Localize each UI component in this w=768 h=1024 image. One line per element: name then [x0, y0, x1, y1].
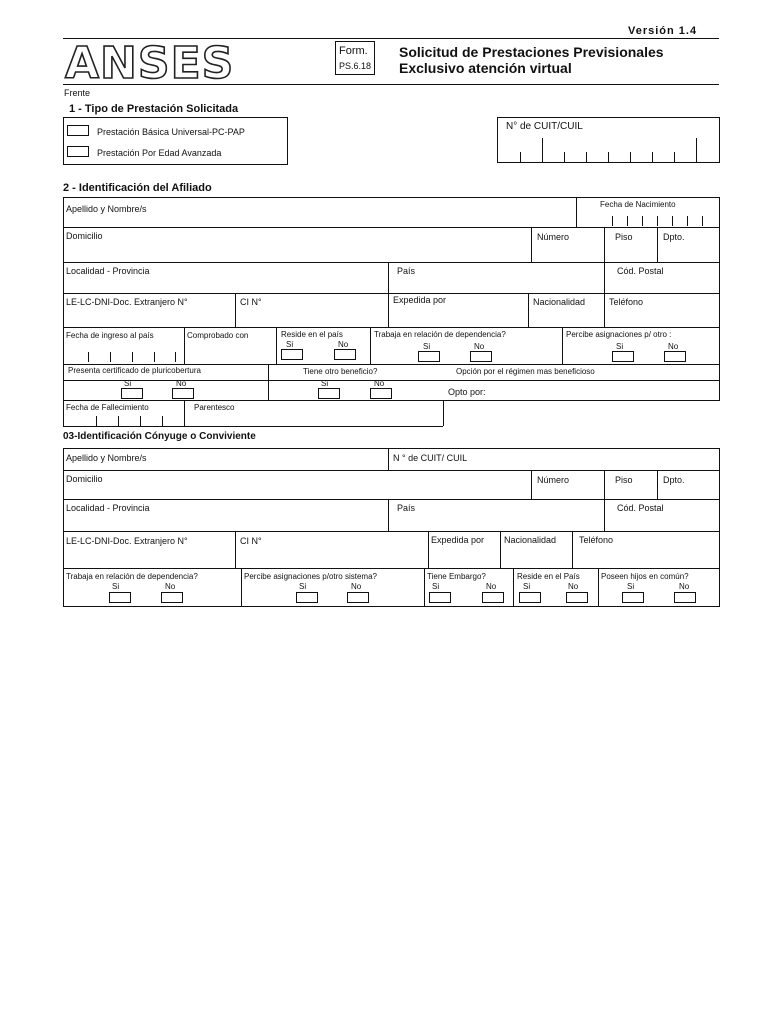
spouse-children-no-label: No: [679, 582, 690, 591]
form-label: Form.: [339, 45, 368, 57]
spouse-allowances-label: Percibe asignaciones p/otro sistema?: [244, 572, 377, 581]
spouse-address-label: Domicilio: [66, 474, 103, 484]
form-code-box: [335, 41, 375, 75]
resides-no-checkbox[interactable]: [334, 349, 356, 360]
employed-si-checkbox[interactable]: [418, 351, 440, 362]
form-title-line1: Solicitud de Prestaciones Previsionales: [399, 44, 664, 60]
pluri-si-checkbox[interactable]: [121, 388, 143, 399]
ci-label: CI N°: [240, 297, 262, 307]
spouse-resides-no-checkbox[interactable]: [566, 592, 588, 603]
benefit-type-box: [63, 117, 288, 165]
logo-text: ANSES: [65, 40, 235, 84]
cuit-box[interactable]: [497, 117, 720, 163]
section3-title: 03-Identificación Cónyuge o Conviviente: [63, 431, 256, 442]
spouse-name-label: Apellido y Nombre/s: [66, 453, 147, 463]
employed-label: Trabaja en relación de dependencia?: [374, 330, 506, 339]
spouse-employed-no-label: No: [165, 582, 176, 591]
option-edad-label: Prestación Por Edad Avanzada: [97, 148, 222, 158]
death-date-label: Fecha de Fallecimiento: [66, 403, 149, 412]
spouse-country-label: País: [397, 503, 416, 513]
section2-title: 2 - Identificación del Afiliado: [63, 182, 212, 194]
spouse-embargo-si-label: Si: [432, 582, 440, 591]
address-label: Domicilio: [66, 231, 103, 241]
other-benefit-no-label: No: [374, 379, 385, 388]
opted-for-label: Opto por:: [448, 387, 486, 397]
other-benefit-label: Tiene otro beneficio?: [303, 367, 378, 376]
nationality-label: Nacionalidad: [533, 297, 586, 307]
spouse-allowances-no-label: No: [351, 582, 362, 591]
postal-code-label: Cód. Postal: [617, 266, 664, 276]
other-benefit-si-label: Si: [321, 379, 329, 388]
spouse-children-label: Poseen hijos en común?: [601, 572, 689, 581]
spouse-employed-si-label: Si: [112, 582, 120, 591]
other-benefit-no-checkbox[interactable]: [370, 388, 392, 399]
spouse-allowances-si-label: Si: [299, 582, 307, 591]
form-code: PS.6.18: [339, 61, 372, 71]
issued-by-label: Expedida por: [393, 295, 447, 305]
allowances-si-checkbox[interactable]: [612, 351, 634, 362]
phone-label: Teléfono: [609, 297, 644, 307]
spouse-resides-no-label: No: [568, 582, 579, 591]
spouse-cuit-label: N ° de CUIT/ CUIL: [393, 453, 468, 463]
spouse-apartment-label: Dpto.: [663, 475, 685, 485]
spouse-phone-label: Teléfono: [579, 535, 614, 545]
option-edad-checkbox[interactable]: [67, 146, 89, 157]
allowances-no-checkbox[interactable]: [664, 351, 686, 362]
spouse-children-si-label: Si: [627, 582, 635, 591]
spouse-allowances-no-checkbox[interactable]: [347, 592, 369, 603]
street-number-label: Número: [537, 232, 570, 242]
employed-si-label: Si: [423, 342, 431, 351]
anses-logo: [63, 40, 253, 89]
spouse-embargo-label: Tiene Embargo?: [427, 572, 486, 581]
spouse-resides-si-checkbox[interactable]: [519, 592, 541, 603]
resides-no-label: No: [338, 340, 349, 349]
employed-no-checkbox[interactable]: [470, 351, 492, 362]
spouse-document-label: LE-LC-DNI-Doc. Extranjero N°: [66, 536, 188, 546]
spouse-nationality-label: Nacionalidad: [504, 535, 557, 545]
spouse-children-no-checkbox[interactable]: [674, 592, 696, 603]
employed-no-label: No: [474, 342, 485, 351]
country-label: País: [397, 266, 416, 276]
affiliate-name-label: Apellido y Nombre/s: [66, 204, 147, 214]
pluri-si-label: Si: [124, 379, 132, 388]
proven-with-label: Comprobado con: [187, 331, 249, 340]
pluri-no-label: No: [176, 379, 187, 388]
best-regime-label: Opción por el régimen mas beneficioso: [456, 367, 595, 376]
side-label: Frente: [64, 88, 91, 98]
spouse-children-si-checkbox[interactable]: [622, 592, 644, 603]
allowances-no-label: No: [668, 342, 679, 351]
resides-si-checkbox[interactable]: [281, 349, 303, 360]
spouse-floor-label: Piso: [615, 475, 633, 485]
locality-label: Localidad - Provincia: [66, 266, 150, 276]
spouse-employed-si-checkbox[interactable]: [109, 592, 131, 603]
resides-si-label: Si: [286, 340, 294, 349]
document-label: LE-LC-DNI-Doc. Extranjero N°: [66, 297, 188, 307]
version-label: Versión 1.4: [628, 25, 698, 37]
spouse-allowances-si-checkbox[interactable]: [296, 592, 318, 603]
cuit-label: N° de CUIT/CUIL: [506, 121, 583, 132]
spouse-ci-label: CI N°: [240, 536, 262, 546]
spouse-locality-label: Localidad - Provincia: [66, 503, 150, 513]
relationship-label: Parentesco: [194, 403, 235, 412]
spouse-embargo-no-checkbox[interactable]: [482, 592, 504, 603]
spouse-number-label: Número: [537, 475, 570, 485]
birthdate-label: Fecha de Nacimiento: [600, 200, 676, 209]
pluri-no-checkbox[interactable]: [172, 388, 194, 399]
section1-title: 1 - Tipo de Prestación Solicitada: [69, 103, 239, 115]
spouse-employed-label: Trabaja en relación de dependencia?: [66, 572, 198, 581]
spouse-embargo-no-label: No: [486, 582, 497, 591]
option-pbu-label: Prestación Básica Universal-PC-PAP: [97, 127, 245, 137]
resides-label: Reside en el país: [281, 330, 343, 339]
spouse-issued-by-label: Expedida por: [431, 535, 485, 545]
spouse-resides-label: Reside en el País: [517, 572, 580, 581]
entry-date-label: Fecha de ingreso al país: [66, 331, 154, 340]
other-benefit-si-checkbox[interactable]: [318, 388, 340, 399]
floor-label: Piso: [615, 232, 633, 242]
form-title-line2: Exclusivo atención virtual: [399, 60, 572, 76]
spouse-postal-code-label: Cód. Postal: [617, 503, 664, 513]
allowances-label: Percibe asignaciones p/ otro :: [566, 330, 672, 339]
allowances-si-label: Si: [616, 342, 624, 351]
option-pbu-checkbox[interactable]: [67, 125, 89, 136]
spouse-embargo-si-checkbox[interactable]: [429, 592, 451, 603]
spouse-employed-no-checkbox[interactable]: [161, 592, 183, 603]
pluricoverage-label: Presenta certificado de pluricobertura: [68, 366, 201, 375]
spouse-resides-si-label: Si: [523, 582, 531, 591]
apartment-label: Dpto.: [663, 232, 685, 242]
